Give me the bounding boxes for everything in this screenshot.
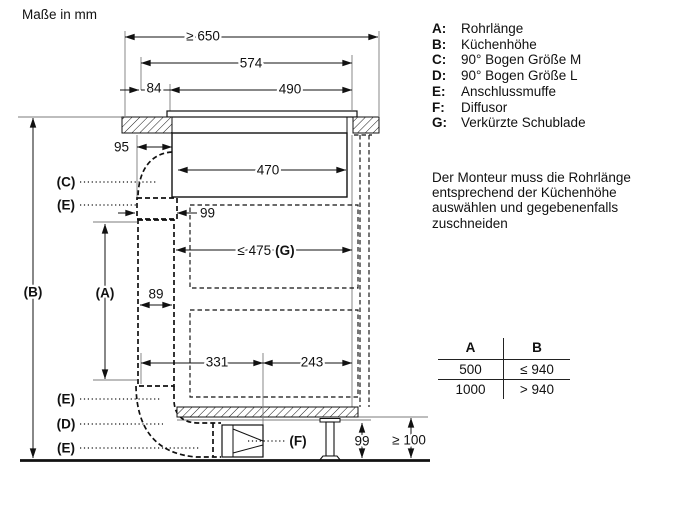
dimension-front-length <box>141 355 263 370</box>
dimension-socket-depth <box>118 206 215 221</box>
label-socket-mid: (E) <box>57 391 75 407</box>
worktop-left-section <box>122 117 172 133</box>
dim-drawer-depth-value: ≤ 475 (G) <box>237 242 295 258</box>
dimension-drawer-depth <box>176 243 352 258</box>
dimension-kitchen-height-b <box>24 118 43 458</box>
dimension-duct-width <box>140 287 172 306</box>
legend-item: A: Rohrlänge <box>432 21 524 36</box>
bend-c-90deg <box>138 152 172 196</box>
label-pipe-length: (A) <box>95 285 115 301</box>
legend-item: C: 90° Bogen Größe M <box>432 52 582 68</box>
dimension-cutout-width <box>170 82 352 97</box>
drawer-lower <box>190 310 358 397</box>
plinth-leg <box>319 419 341 462</box>
label-bend-c: (C) <box>56 174 76 190</box>
dim-bend-projection-value: 95 <box>113 139 129 155</box>
legend-item: D: 90° Bogen Größe L <box>432 68 578 84</box>
table-cell: > 940 <box>503 380 570 399</box>
legend-item: E: Anschlussmuffe <box>432 83 557 99</box>
drawer-upper <box>190 205 358 288</box>
dim-front-offset-value: 84 <box>146 80 162 96</box>
table-header-a: A <box>438 338 503 360</box>
dim-appliance-depth-value: 574 <box>239 55 263 71</box>
dim-socket-depth-value: 99 <box>200 205 216 221</box>
table-header-b: B <box>503 338 570 360</box>
vertical-duct <box>138 220 174 386</box>
table-cell: 1000 <box>455 382 486 397</box>
dimension-plinth-height <box>354 423 369 458</box>
dim-plinth-height-value: 99 <box>354 433 370 449</box>
dim-worktop-depth-value: ≥ 650 <box>186 28 220 44</box>
dimension-worktop-depth <box>125 29 378 44</box>
parts-legend <box>432 21 586 131</box>
dim-cutout-width-value: 490 <box>278 81 302 97</box>
dimension-front-offset <box>120 81 170 96</box>
dim-duct-width-value: 89 <box>148 286 164 302</box>
label-diffusor: (F) <box>289 433 307 449</box>
dim-back-length-value: 243 <box>300 354 324 370</box>
label-socket-top: (E) <box>57 197 75 213</box>
cabinet-bottom-panel <box>177 407 358 417</box>
worktop-right-section <box>353 117 379 133</box>
table-cell: ≤ 940 <box>503 360 570 380</box>
label-bend-d: (D) <box>56 416 76 432</box>
pipe-length-table <box>438 338 570 399</box>
label-socket-bottom: (E) <box>57 440 75 456</box>
dim-front-length-value: 331 <box>205 354 229 370</box>
hob-glass-plate <box>167 111 357 117</box>
dim-hob-inner-width-value: 470 <box>256 162 280 178</box>
dimension-bend-projection <box>114 140 172 155</box>
installer-note: Der Monteur muss die Rohrlänge entsprechend der Küchenhöhe auswählen und gegebenenfalls zuschneiden <box>432 170 631 231</box>
legend-item: G: Verkürzte Schublade <box>432 115 586 131</box>
table-cell: 500 <box>438 360 503 380</box>
dimension-pipe-length-a <box>96 224 115 379</box>
dimension-floor-clearance <box>392 418 426 458</box>
dimension-back-length <box>263 355 352 370</box>
page-title: Maße in mm <box>22 7 98 22</box>
legend-item: B: Küchenhöhe <box>432 36 537 52</box>
connection-socket-top <box>137 198 177 219</box>
dim-floor-clearance-value: ≥ 100 <box>392 432 426 448</box>
legend-item: F: Diffusor <box>432 99 508 115</box>
label-kitchen-height: (B) <box>23 284 43 300</box>
dimension-appliance-depth <box>141 56 352 71</box>
bend-d-outer <box>136 386 221 457</box>
